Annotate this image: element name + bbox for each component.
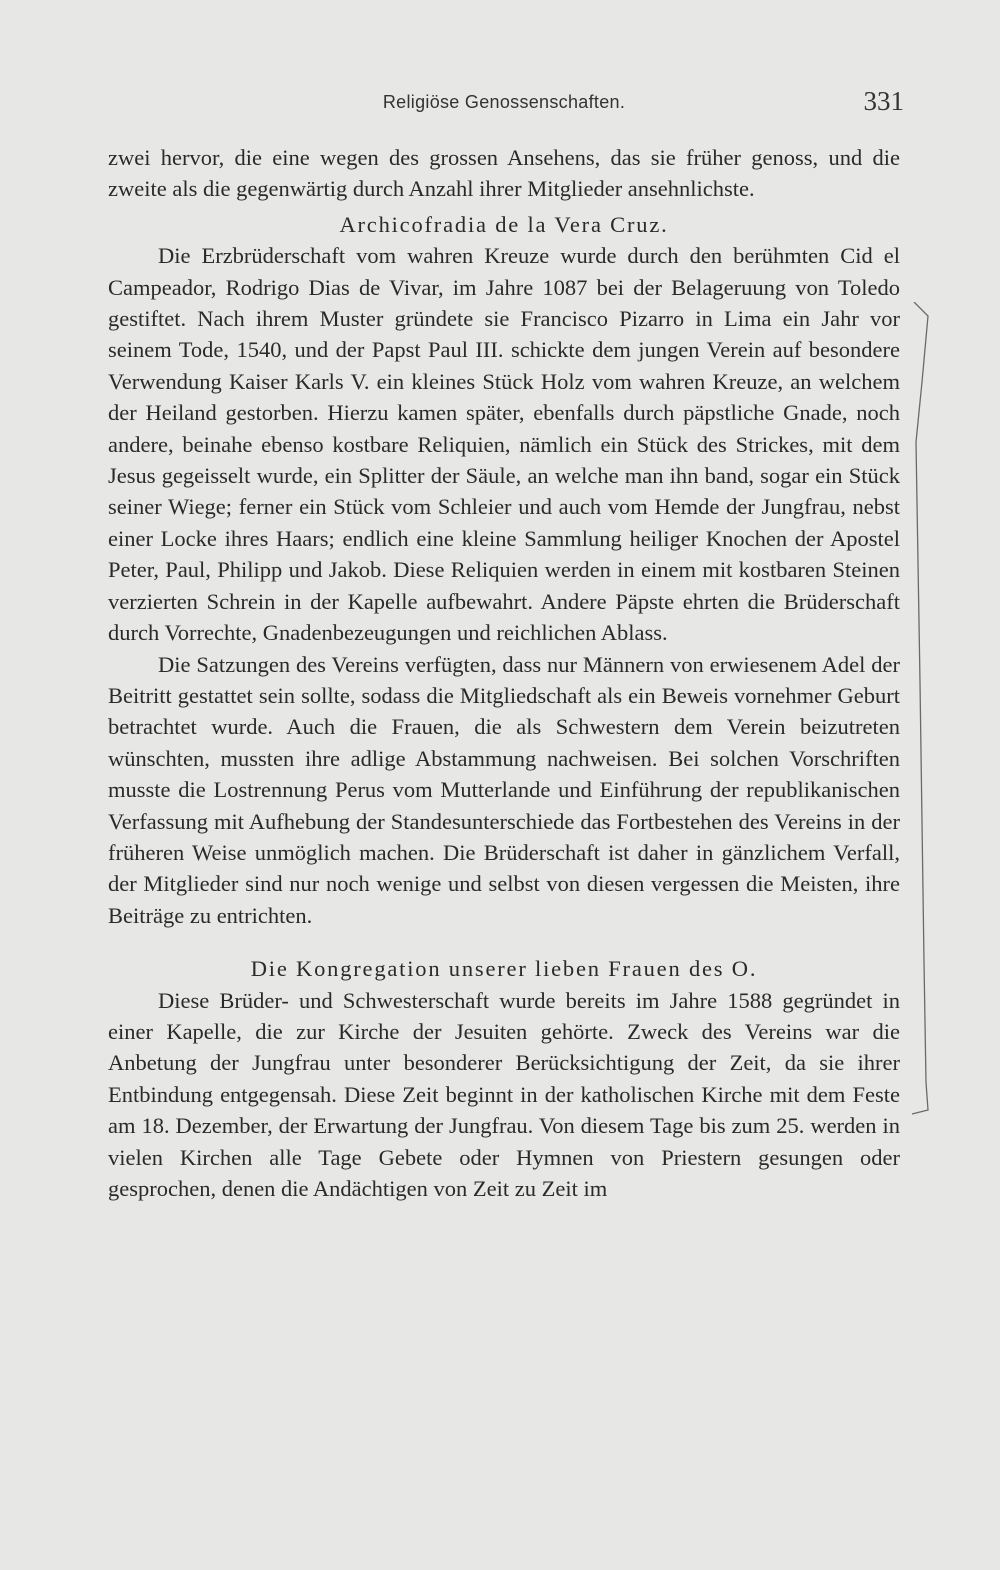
paragraph-satzungen: Die Satzungen des Vereins verfügten, dass nur Männern von erwiesenem Adel der Beitritt gestattet sein sollte, sodass die Mitgliedschaft als ein Beweis vornehmer Geburt betrachtet wurde. Auch die Frauen, die als Schwestern dem Verein beizutreten wünschten, mussten ihre adlige Abstammung nachweisen. Bei solchen Vorschriften musste die Lostrennung Perus vom Mutterlande und Einführung der republikanischen Verfassung mit Aufhebung der Standesunterschiede das Fortbestehen des Vereins in der früheren Weise unmöglich machen. Die Brüderschaft ist daher in gänzlichem Verfall, der Mitglieder sind nur noch wenige und selbst von diesen vergessen die Meisten, ihre Beiträge zu entrichten. [108, 651, 900, 928]
paragraph-kongregation: Diese Brüder- und Schwesterschaft wurde bereits im Jahre 1588 gegründet in einer Kapelle, die zur Kirche der Jesuiten gehörte. Zweck des Vereins war die Anbetung der Jungfrau unter besonderer Berücksichtigung der Zeit, da sie ihrer Entbindung entgegensah. Diese Zeit beginnt in der katholischen Kirche mit dem Feste am 18. Dezember, der Erwartung der Jungfrau. Von diesem Tage bis zum 25. werden in vielen Kirchen alle Tage Gebete oder Hymnen von Priestern gesungen oder gesprochen, denen die Andächtigen von Zeit zu Zeit im [108, 987, 900, 1201]
paragraph-continuation: zwei hervor, die eine wegen des grossen Ansehens, das sie früher genoss, und die zweite als die gegenwärtig durch Anzahl ihrer Mitglieder ansehnlichste. [108, 145, 900, 202]
running-title: Religiöse Genossenschaften. [382, 92, 626, 112]
section-heading-kongregation: Die Kongregation unserer lieben Frauen des O. [250, 956, 758, 982]
page-number: 331 [863, 86, 904, 116]
page-header [108, 86, 904, 122]
paragraph-erzbruederschaft: Die Erzbrüderschaft vom wahren Kreuze wurde durch den berühmten Cid el Campeador, Rodrigo Dias de Vivar, im Jahre 1087 bei der Belageruung von Toledo gestiftet. Nach ihrem Muster gründete sie Francisco Pizarro in Lima ein Jahr vor seinem Tode, 1540, und der Papst Paul III. schickte dem jungen Verein auf besondere Verwendung Kaiser Karls V. ein kleines Stück Holz vom wahren Kreuze, an welchem der Heiland gestorben. Hierzu kamen später, ebenfalls durch päpstliche Gnade, noch andere, beinahe ebenso kostbare Reliquien, nämlich ein Stück des Strickes, mit dem Jesus gegeisselt wurde, ein Splitter der Säule, an welche man ihn band, sogar ein Stück seiner Wiege; ferner ein Stück vom Schleier und auch vom Hemde der Jungfrau, nebst einer Locke ihres Haars; endlich eine kleine Sammlung heiliger Knochen der Apostel Peter, Paul, Philipp und Jakob. Diese Reliquien werden in einem mit kostbaren Steinen verzierten Schrein in der Kapelle aufbewahrt. Andere Päpste ehrten die Brüderschaft durch Vorrechte, Gnadenbezeugungen und reichlichen Ablass. [108, 243, 900, 646]
body-text [108, 142, 900, 1204]
section-heading-vera-cruz: Archicofradia de la Vera Cruz. [339, 211, 669, 237]
margin-pencil-mark [910, 302, 940, 1122]
